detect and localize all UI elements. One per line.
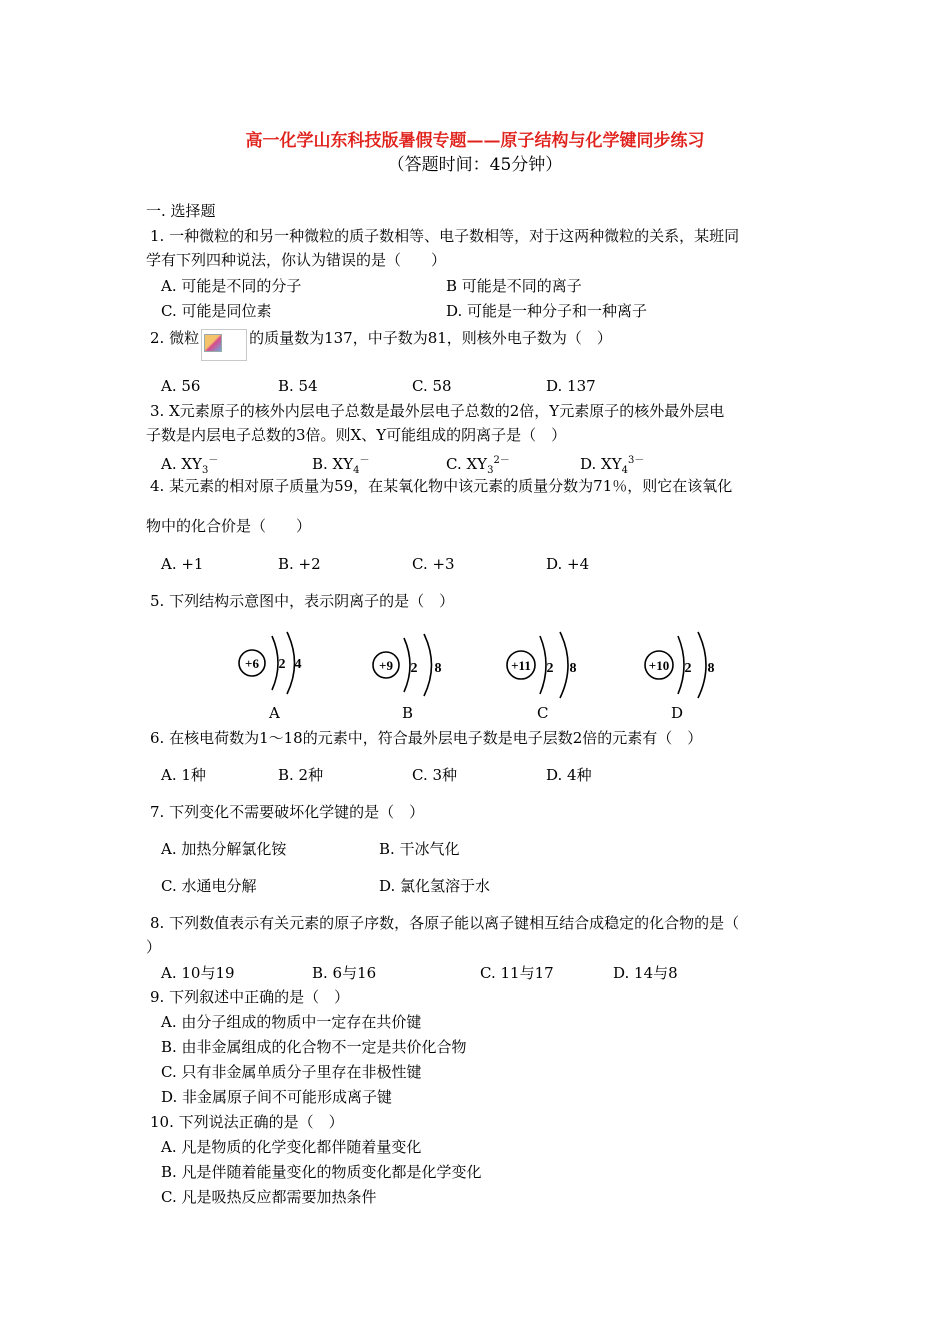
q4-option-b: B. +2 [278, 555, 321, 573]
particle-symbol-image [201, 329, 247, 361]
q9-option-c: C. 只有非金属单质分子里存在非极性键 [161, 1063, 422, 1081]
q4-option-d: D. +4 [546, 555, 590, 573]
q6-option-d: D. 4种 [546, 766, 592, 784]
diagram-label-b: B [402, 704, 414, 722]
q10-text: 10. 下列说法正确的是（ ） [150, 1113, 344, 1131]
q2-option-d: D. 137 [546, 377, 596, 395]
shell-electrons-1: 2 [278, 657, 286, 672]
shell-arc-2 [287, 632, 295, 694]
q10-option-b: B. 凡是伴随着能量变化的物质变化都是化学变化 [161, 1163, 482, 1181]
q7-option-a: A. 加热分解氯化铵 [161, 840, 287, 858]
document-subtitle: （答题时间：45分钟） [387, 155, 563, 175]
shell-electrons-2: 8 [569, 661, 577, 676]
q8-option-d: D. 14与8 [613, 964, 678, 982]
q2-option-c: C. 58 [412, 377, 452, 395]
diagram-label-a: A [269, 704, 280, 722]
shell-arc-2 [560, 632, 568, 698]
q4-option-c: C. +3 [412, 555, 455, 573]
q10-option-a: A. 凡是物质的化学变化都伴随着量变化 [161, 1138, 422, 1156]
q7-text: 7. 下列变化不需要破坏化学键的是（ ） [150, 803, 425, 821]
q6-option-c: C. 3种 [412, 766, 458, 784]
q3-option-a-sub: 3 [201, 465, 209, 476]
nucleus-charge: +9 [379, 658, 393, 673]
shell-electrons-1: 2 [410, 661, 418, 676]
q7-option-c: C. 水通电分解 [161, 877, 257, 895]
q9-text: 9. 下列叙述中正确的是（ ） [150, 988, 350, 1006]
q3-option-b-base: B. XY [312, 455, 354, 473]
q2-text-post: 的质量数为137，中子数为81，则核外电子数为（ ） [249, 329, 612, 347]
nucleus-charge: +10 [648, 658, 670, 673]
diagram-label-d: D [671, 704, 684, 722]
q3-option-d-base: D. XY [580, 455, 622, 473]
q3-option-b-sup: － [359, 455, 370, 466]
shell-electrons-2: 4 [294, 657, 302, 672]
shell-electrons-2: 8 [707, 661, 715, 676]
q8-option-b: B. 6与16 [312, 964, 377, 982]
q3-option-c-sup: 2－ [493, 455, 510, 466]
section-heading: 一. 选择题 [146, 202, 216, 220]
q3-option-d-sub: 4 [621, 465, 628, 476]
q4-text-line2: 物中的化合价是（ ） [146, 517, 312, 535]
q2-text [150, 328, 612, 361]
diagram-label-c: C [537, 704, 549, 722]
q2-text-pre: 2. 微粒 [150, 329, 200, 347]
q6-option-b: B. 2种 [278, 766, 324, 784]
shell-arc-2 [424, 634, 432, 696]
broken-image-icon [204, 334, 222, 352]
q4-text-line1: 4. 某元素的相对原子质量为59，在某氧化物中该元素的质量分数为71％，则它在该氧化 [150, 477, 733, 495]
q3-text-line1: 3. X元素原子的核外内层电子总数是最外层电子总数的2倍，Y元素原子的核外最外层电 [150, 402, 725, 420]
shell-arc-1 [540, 636, 546, 694]
document-title: 高一化学山东科技版暑假专题——原子结构与化学键同步练习 [245, 131, 705, 151]
q1-text-line2: 学有下列四种说法，你认为错误的是（ ） [146, 251, 447, 269]
q8-text-line1: 8. 下列数值表示有关元素的原子序数，各原子能以离子键相互结合成稳定的化合物的是（ [150, 914, 740, 932]
nucleus-charge: +6 [245, 656, 259, 671]
q3-option-a-sup: － [208, 455, 219, 466]
q9-option-b: B. 由非金属组成的化合物不一定是共价化合物 [161, 1038, 467, 1056]
q7-option-b: B. 干冰气化 [379, 840, 460, 858]
q10-option-c: C. 凡是吸热反应都需要加热条件 [161, 1188, 377, 1206]
q6-option-a: A. 1种 [161, 766, 206, 784]
shell-arc-1 [678, 636, 684, 694]
q5-text: 5. 下列结构示意图中，表示阴离子的是（ ） [150, 592, 455, 610]
q2-option-b: B. 54 [278, 377, 318, 395]
shell-arc-1 [272, 636, 278, 690]
shell-arc-2 [698, 632, 706, 698]
q6-text: 6. 在核电荷数为1～18的元素中，符合最外层电子数是电子层数2倍的元素有（ ） [150, 729, 703, 747]
q8-text-line2: ） [146, 938, 162, 956]
atom-diagram-a [232, 630, 312, 700]
q1-option-c: C. 可能是同位素 [161, 302, 272, 320]
q4-option-a: A. +1 [161, 555, 204, 573]
q3-option-c-base: C. XY [446, 455, 488, 473]
q1-option-d: D. 可能是一种分子和一种离子 [446, 302, 648, 320]
shell-arc-1 [404, 638, 410, 692]
atom-diagram-b [366, 630, 446, 700]
q3-text-line2: 子数是内层电子总数的3倍。则X、Y可能组成的阴离子是（ ） [146, 426, 567, 444]
q8-option-a: A. 10与19 [161, 964, 235, 982]
q3-option-a-base: A. XY [161, 455, 202, 473]
q3-option-d-sup: 3－ [627, 455, 645, 466]
shell-electrons-2: 8 [434, 661, 442, 676]
shell-electrons-1: 2 [684, 661, 692, 676]
nucleus-charge: +11 [511, 658, 531, 673]
q1-option-b: B 可能是不同的离子 [446, 277, 582, 295]
q3-option-c-sub: 3 [487, 465, 494, 476]
q3-option-b-sub: 4 [353, 465, 360, 476]
shell-electrons-1: 2 [546, 661, 554, 676]
q9-option-d: D. 非金属原子间不可能形成离子键 [161, 1088, 393, 1106]
q1-text-line1: 1. 一种微粒的和另一种微粒的质子数相等、电子数相等，对于这两种微粒的关系，某班同 [150, 227, 740, 245]
q1-option-a: A. 可能是不同的分子 [161, 277, 302, 295]
atom-diagram-c [500, 630, 585, 700]
atom-diagram-d [638, 630, 723, 700]
q7-option-d: D. 氯化氢溶于水 [379, 877, 491, 895]
q9-option-a: A. 由分子组成的物质中一定存在共价键 [161, 1013, 422, 1031]
q8-option-c: C. 11与17 [480, 964, 554, 982]
q2-option-a: A. 56 [161, 377, 201, 395]
